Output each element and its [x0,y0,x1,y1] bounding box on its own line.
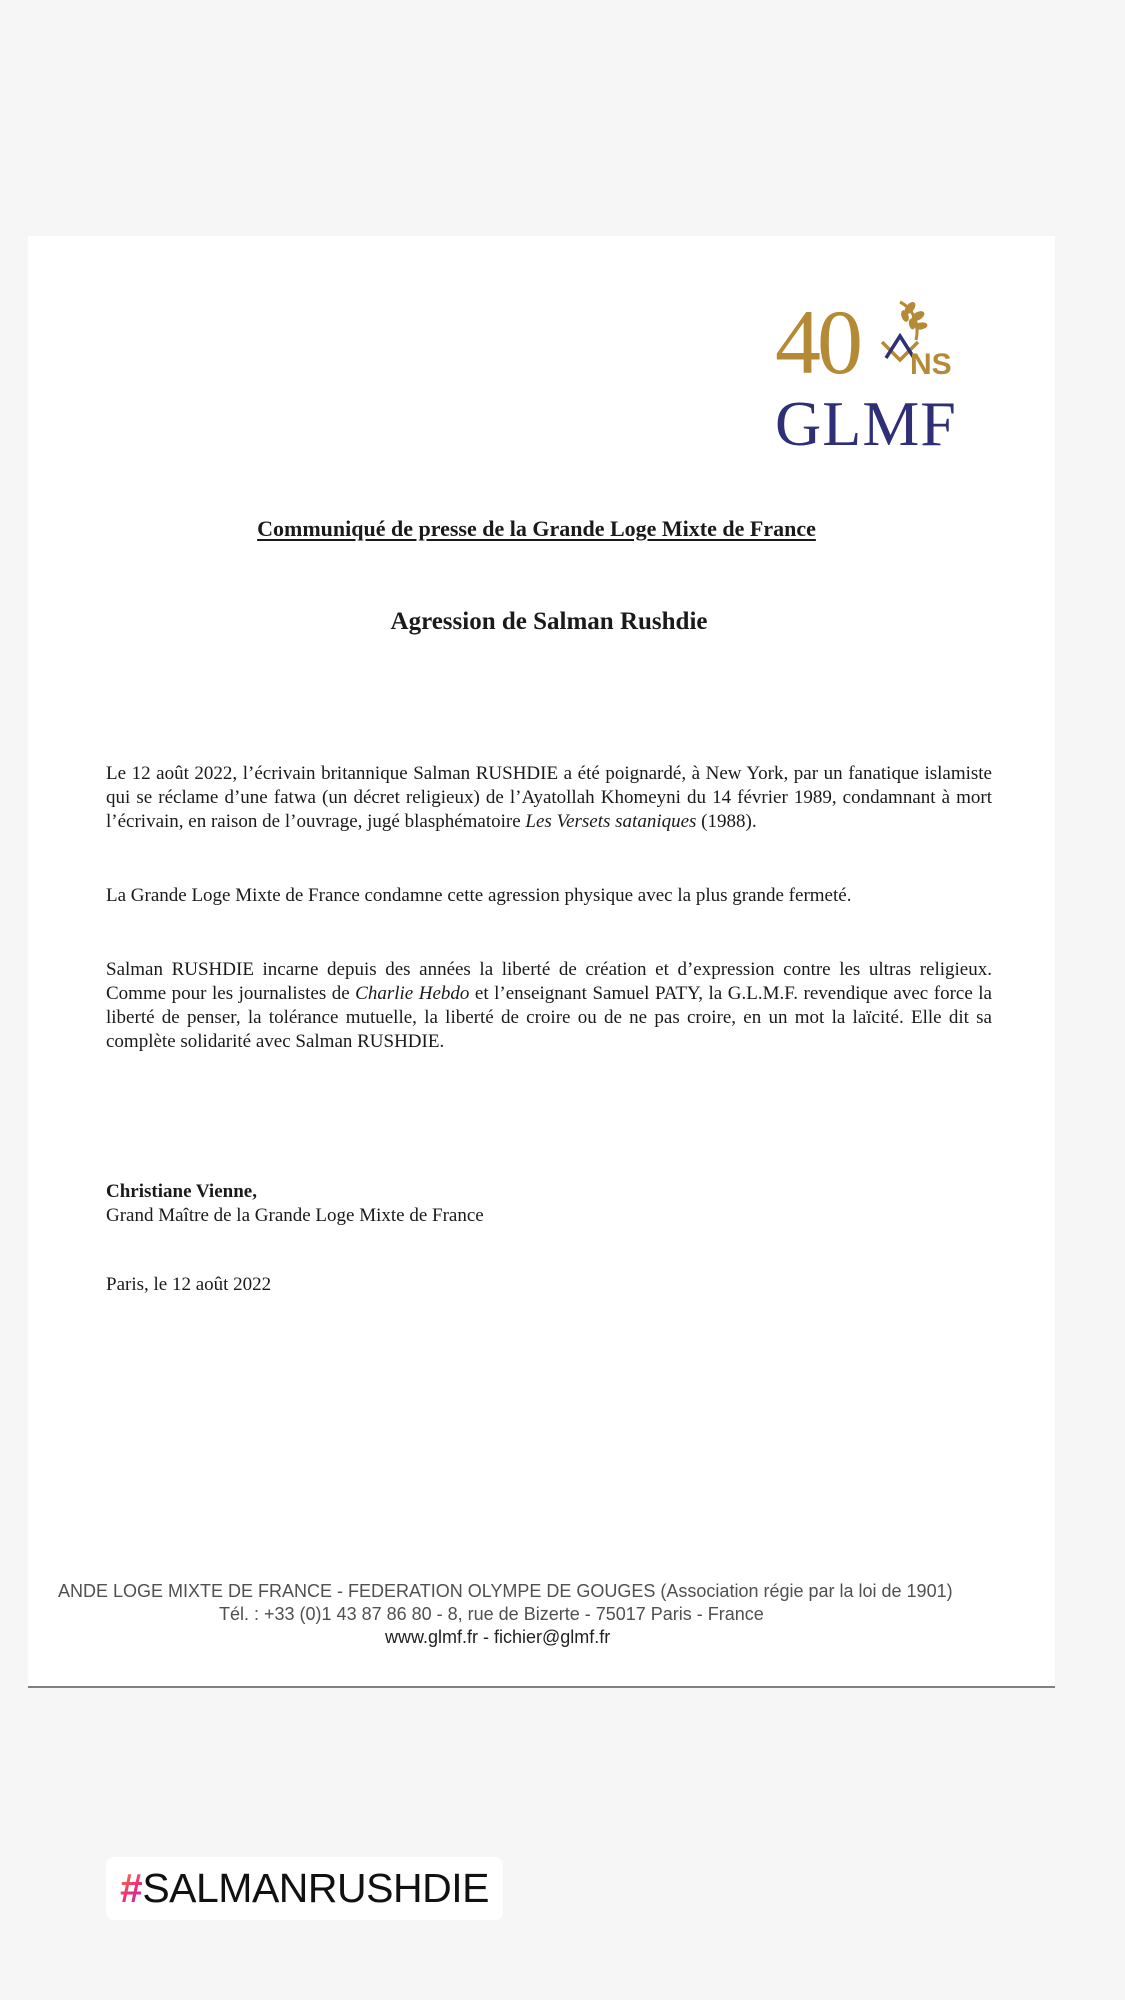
paragraph-text: (1988). [696,811,757,832]
footer-web: www.glmf.fr - fichier@glmf.fr [385,1627,611,1647]
logo-ans-text: NS [910,348,952,381]
document-title: Agression de Salman Rushdie [390,608,708,635]
paragraph-condemnation: La Grande Loge Mixte de France condamne cette agression physique avec la plus grande fermeté. [106,885,852,906]
magazine-title: Charlie Hebdo [355,983,470,1004]
signer-name: Christiane Vienne, [106,1181,257,1202]
logo-glmf-text: GLMF [775,388,957,459]
footer-organization: ANDE LOGE MIXTE DE FRANCE - FEDERATION OLYMPE DE GOUGES (Association régie par la loi de 1901) [58,1581,953,1601]
footer-contact: Tél. : +33 (0)1 43 87 86 80 - 8, rue de Bizerte - 75017 Paris - France [219,1604,764,1624]
press-release-heading: Communiqué de presse de la Grande Loge Mixte de France [257,516,816,541]
signer-role: Grand Maître de la Grande Loge Mixte de France [106,1205,484,1226]
hashtag-text: SALMANRUSHDIE [142,1865,489,1911]
signature-block [106,1180,484,1228]
hashtag-sticker[interactable] [106,1857,503,1920]
logo-number: 40 [775,291,859,393]
paragraph-solidarity [106,958,992,1054]
paragraph-text: Salman RUSHDIE incarne depuis des années la liberté de création et d’expression contre les ultras religieux. Comme pour les journalistes de [106,959,992,1004]
hash-icon: # [120,1865,143,1911]
place-date: Paris, le 12 août 2022 [106,1274,272,1295]
document-divider [28,1686,1055,1688]
paragraph-text: et l’enseignant Samuel PATY, la G.L.M.F. revendique avec force la liberté de penser, la tolérance mutuelle, la liberté de croire ou de ne pas croire, en un mot la laïcité. Elle dit sa complète solidarité avec Salman RUSHDIE. [106,983,992,1052]
book-title: Les Versets sataniques [525,811,697,832]
paragraph-text: Le 12 août 2022, l’écrivain britannique Salman RUSHDIE a été poignardé, à New York, par un fanatique islamiste qui se réclame d’une fatwa (un décret religieux) de l’Ayatollah Khomeyni du 14 février 1989, condamnant à mort l’écrivain, en raison de l’ouvrage, jugé blasphématoire [106,763,992,832]
glmf-40-ans-logo [775,291,965,459]
paragraph-attack [106,762,992,834]
